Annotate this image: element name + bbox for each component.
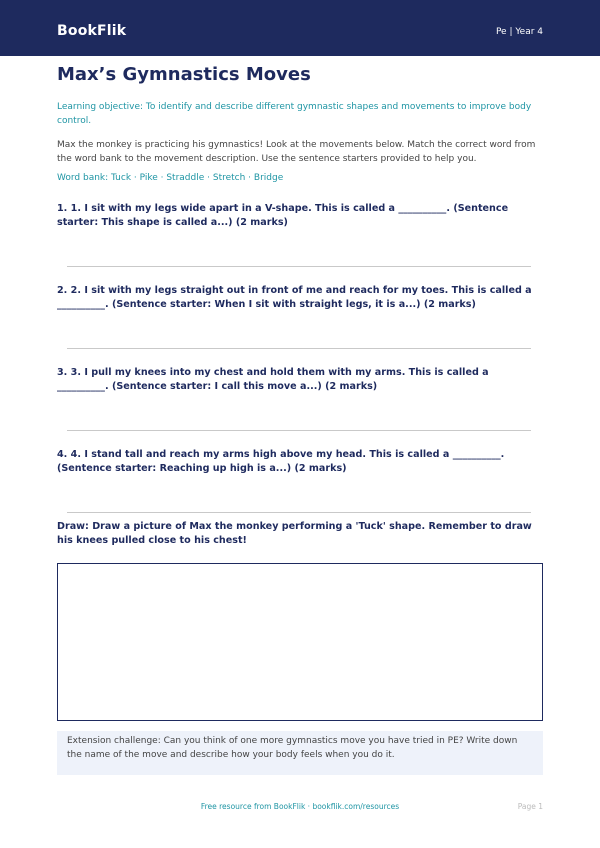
question-2: 2. 2. I sit with my legs straight out in front of me and reach for my toes. This is called a __________. (Sentence starter: When I sit with straight legs, it is a...) (2 marks)	[57, 285, 532, 310]
word-bank: Word bank: Tuck · Pike · Straddle · Stretch · Bridge	[57, 173, 284, 183]
page-number: Page 1	[517, 802, 543, 811]
answer-line-3[interactable]	[67, 430, 531, 431]
footer-credit: Free resource from BookFlik · bookflik.com/resources	[200, 802, 400, 811]
question-4: 4. 4. I stand tall and reach my arms high above my head. This is called a __________. (Sentence starter: Reaching up high is a...) (2 marks)	[57, 449, 505, 474]
drawing-box[interactable]	[57, 563, 543, 721]
instructions: Max the monkey is practicing his gymnastics! Look at the movements below. Match the correct word from the word bank to the movement description. Use the sentence starters provided to help you.	[57, 140, 536, 164]
draw-prompt: Draw: Draw a picture of Max the monkey performing a 'Tuck' shape. Remember to draw his knees pulled close to his chest!	[57, 521, 532, 546]
learning-objective: Learning objective: To identify and describe different gymnastic shapes and movements to improve body control.	[57, 102, 532, 126]
subject-year-label: Pe | Year 4	[495, 27, 543, 37]
extension-challenge: Extension challenge: Can you think of one more gymnastics move you have tried in PE? Write down the name of the move and describe how your body feels when you do it.	[57, 731, 543, 775]
question-3: 3. 3. I pull my knees into my chest and hold them with my arms. This is called a __________. (Sentence starter: I call this move a...) (2 marks)	[57, 367, 489, 392]
page-header	[0, 0, 600, 56]
answer-line-1[interactable]	[67, 266, 531, 267]
answer-line-4[interactable]	[67, 512, 531, 513]
brand-logo: BookFlik	[57, 23, 127, 39]
page-title: Max’s Gymnastics Moves	[57, 64, 311, 85]
answer-line-2[interactable]	[67, 348, 531, 349]
question-1: 1. 1. I sit with my legs wide apart in a V-shape. This is called a __________. (Sentence starter: This shape is called a...) (2 marks)	[57, 203, 509, 228]
